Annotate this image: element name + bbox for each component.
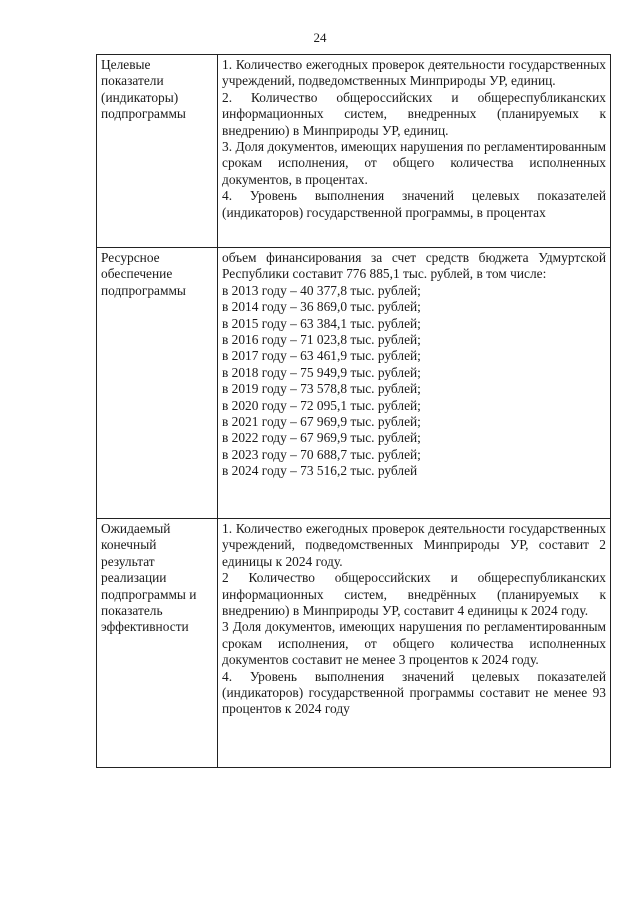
indicator-paragraph-1: 1. Количество ежегодных проверок деятельности государственных учреждений, подведомственных Минприроды УР, единиц. <box>222 57 606 89</box>
result-paragraph-2: 2 Количество общероссийских и общереспубликанских информационных систем, внедрённых (планируемых к внедрению) в Минприроды УР, составит 4 единицы к 2024 году. <box>222 570 606 619</box>
result-paragraph-3: 3 Доля документов, имеющих нарушения по регламентированным срокам исполнения, от общего количества исполненных документов составит не менее 3 процентов к 2024 году. <box>222 619 606 668</box>
row-label-expected-results: Ожидаемый конечный результат реализации подпрограммы и показатель эффективности <box>97 519 218 768</box>
funding-year-2016: в 2016 году – 71 023,8 тыс. рублей; <box>222 332 421 348</box>
row-content-expected-results <box>218 519 611 768</box>
table-row-expected-results <box>97 519 611 768</box>
funding-year-2020: в 2020 году – 72 095,1 тыс. рублей; <box>222 397 421 413</box>
row-label-target-indicators: Целевые показатели (индикаторы) подпрограммы <box>97 55 218 248</box>
page-number: 24 <box>313 30 327 45</box>
indicator-paragraph-4: 4. Уровень выполнения значений целевых показателей (индикаторов) государственной программы, в процентах <box>222 188 606 220</box>
table-row-resource-support <box>97 248 611 519</box>
funding-year-2014: в 2014 году – 36 869,0 тыс. рублей; <box>222 299 421 315</box>
table-row-target-indicators <box>97 55 611 248</box>
result-paragraph-4: 4. Уровень выполнения значений целевых показателей (индикаторов) государственной программы составит не менее 93 процентов к 2024 году <box>222 668 606 717</box>
funding-year-2013: в 2013 году – 40 377,8 тыс. рублей; <box>222 282 421 298</box>
funding-year-2021: в 2021 году – 67 969,9 тыс. рублей; <box>222 414 421 430</box>
subprogram-passport-table <box>96 54 611 768</box>
funding-year-2022: в 2022 году – 67 969,9 тыс. рублей; <box>222 430 421 446</box>
funding-intro: объем финансирования за счет средств бюджета Удмуртской Республики составит 776 885,1 тыс. рублей, в том числе: <box>222 250 606 282</box>
funding-year-2015: в 2015 году – 63 384,1 тыс. рублей; <box>222 315 421 331</box>
indicator-paragraph-3: 3. Доля документов, имеющих нарушения по регламентированным срокам исполнения, от общего количества исполненных документов, в процентах. <box>222 139 606 187</box>
row-content-target-indicators <box>218 55 611 248</box>
row-label-resource-support: Ресурсное обеспечение подпрограммы <box>97 248 218 519</box>
funding-year-2024: в 2024 году – 73 516,2 тыс. рублей <box>222 463 418 479</box>
row-content-resource-support <box>218 248 611 519</box>
funding-year-2023: в 2023 году – 70 688,7 тыс. рублей; <box>222 446 421 462</box>
indicator-paragraph-2: 2. Количество общероссийских и общереспубликанских информационных систем, внедренных (планируемых к внедрению) в Минприроды УР, единиц. <box>222 89 606 138</box>
result-paragraph-1: 1. Количество ежегодных проверок деятельности государственных учреждений, подведомственных Минприроды УР, составит 2 единицы к 2024 году. <box>222 521 606 569</box>
funding-year-2018: в 2018 году – 75 949,9 тыс. рублей; <box>222 364 421 380</box>
funding-year-2017: в 2017 году – 63 461,9 тыс. рублей; <box>222 348 421 364</box>
funding-year-2019: в 2019 году – 73 578,8 тыс. рублей; <box>222 381 421 397</box>
